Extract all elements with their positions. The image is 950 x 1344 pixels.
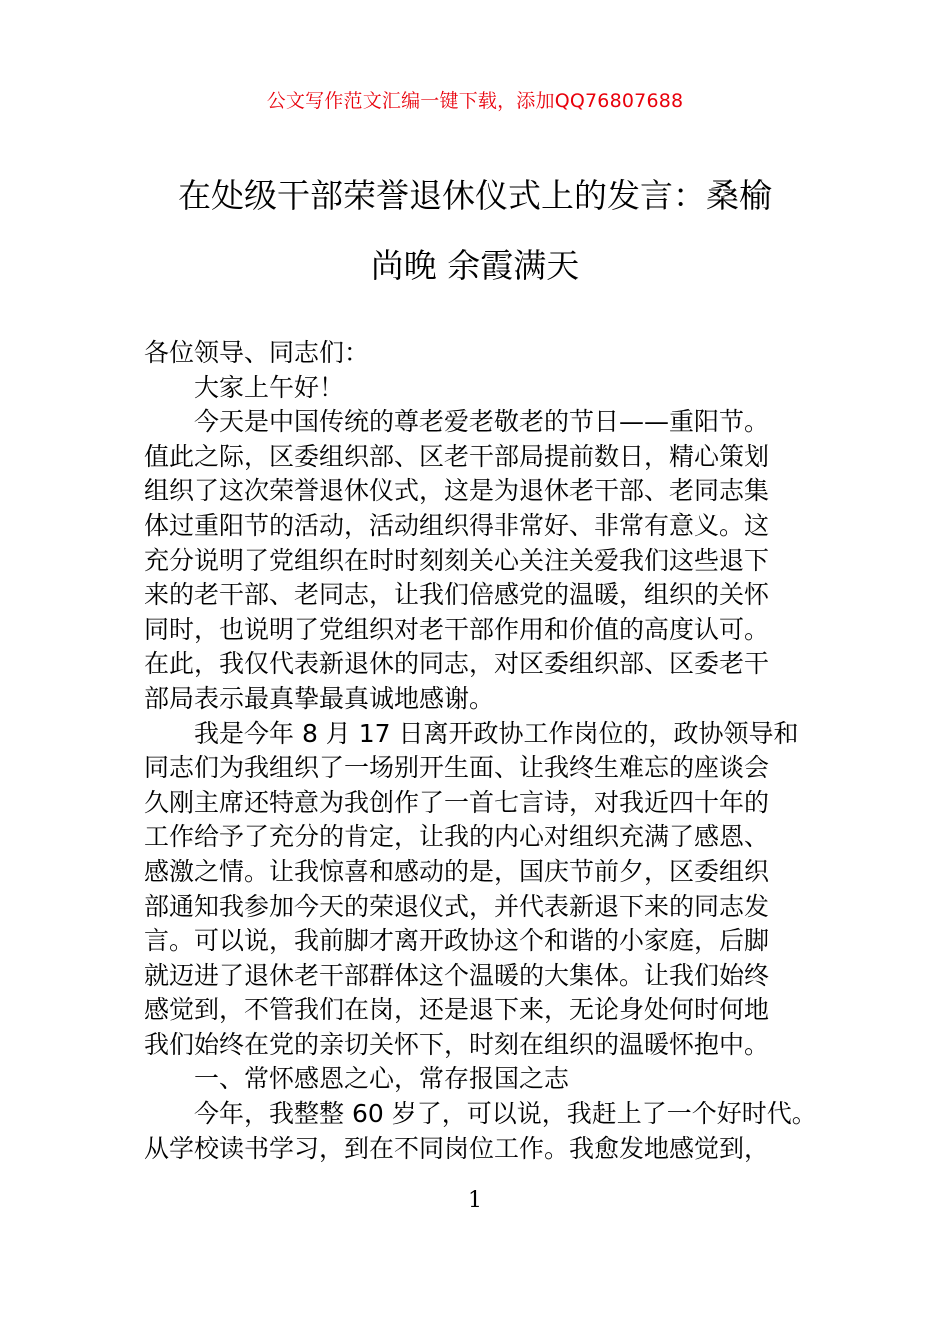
paragraph-line: 部通知我参加今天的荣退仪式，并代表新退下来的同志发 — [144, 891, 770, 921]
paragraph-line: 体过重阳节的活动，活动组织得非常好、非常有意义。这 — [144, 510, 770, 540]
paragraph-line: 今天是中国传统的尊老爱老敬老的节日——重阳节。 — [194, 407, 770, 437]
page-number: 1 — [468, 1188, 482, 1213]
title-line-2: 尚晚 余霞满天 — [370, 246, 580, 285]
paragraph-line: 言。可以说，我前脚才离开政协这个和谐的小家庭，后脚 — [144, 926, 770, 956]
paragraph-line: 工作给予了充分的肯定，让我的内心对组织充满了感恩、 — [144, 822, 770, 852]
paragraph-line: 感激之情。让我惊喜和感动的是，国庆节前夕，区委组织 — [144, 856, 770, 886]
paragraph-line: 部局表示最真挚最真诚地感谢。 — [144, 683, 495, 713]
paragraph-line: 就迈进了退休老干部群体这个温暖的大集体。让我们始终 — [144, 960, 770, 990]
paragraph-line: 充分说明了党组织在时时刻刻关心关注关爱我们这些退下 — [144, 545, 770, 575]
salutation: 各位领导、同志们： — [144, 338, 370, 367]
paragraph-line: 我们始终在党的亲切关怀下，时刻在组织的温暖怀抱中。 — [144, 1029, 770, 1059]
paragraph-line: 同时，也说明了党组织对老干部作用和价值的高度认可。 — [144, 614, 770, 644]
section-heading: 一、常怀感恩之心，常存报国之志 — [194, 1064, 570, 1094]
download-banner: 公文写作范文汇编一键下载，添加QQ76807688 — [266, 90, 684, 112]
paragraph-line: 来的老干部、老同志，让我们倍感党的温暖，组织的关怀 — [144, 580, 770, 610]
paragraph-line: 感觉到，不管我们在岗，还是退下来，无论身处何时何地 — [144, 995, 770, 1025]
paragraph-line: 在此，我仅代表新退休的同志，对区委组织部、区委老干 — [144, 649, 770, 679]
paragraph-line: 久刚主席还特意为我创作了一首七言诗，对我近四十年的 — [144, 787, 770, 817]
paragraph-line: 组织了这次荣誉退休仪式，这是为退休老干部、老同志集 — [144, 476, 770, 506]
paragraph-line: 同志们为我组织了一场别开生面、让我终生难忘的座谈会 — [144, 753, 770, 783]
title-line-1: 在处级干部荣誉退休仪式上的发言：桑榆 — [178, 176, 772, 215]
paragraph-line: 今年，我整整 60 岁了，可以说，我赶上了一个好时代。 — [194, 1099, 817, 1129]
speech-body — [144, 336, 817, 1166]
paragraph-line: 从学校读书学习，到在不同岗位工作。我愈发地感觉到， — [144, 1133, 770, 1163]
greeting: 大家上午好！ — [194, 372, 345, 402]
paragraph-line: 值此之际，区委组织部、区老干部局提前数日，精心策划 — [144, 441, 770, 471]
paragraph-line: 我是今年 8 月 17 日离开政协工作岗位的，政协领导和 — [194, 718, 799, 748]
